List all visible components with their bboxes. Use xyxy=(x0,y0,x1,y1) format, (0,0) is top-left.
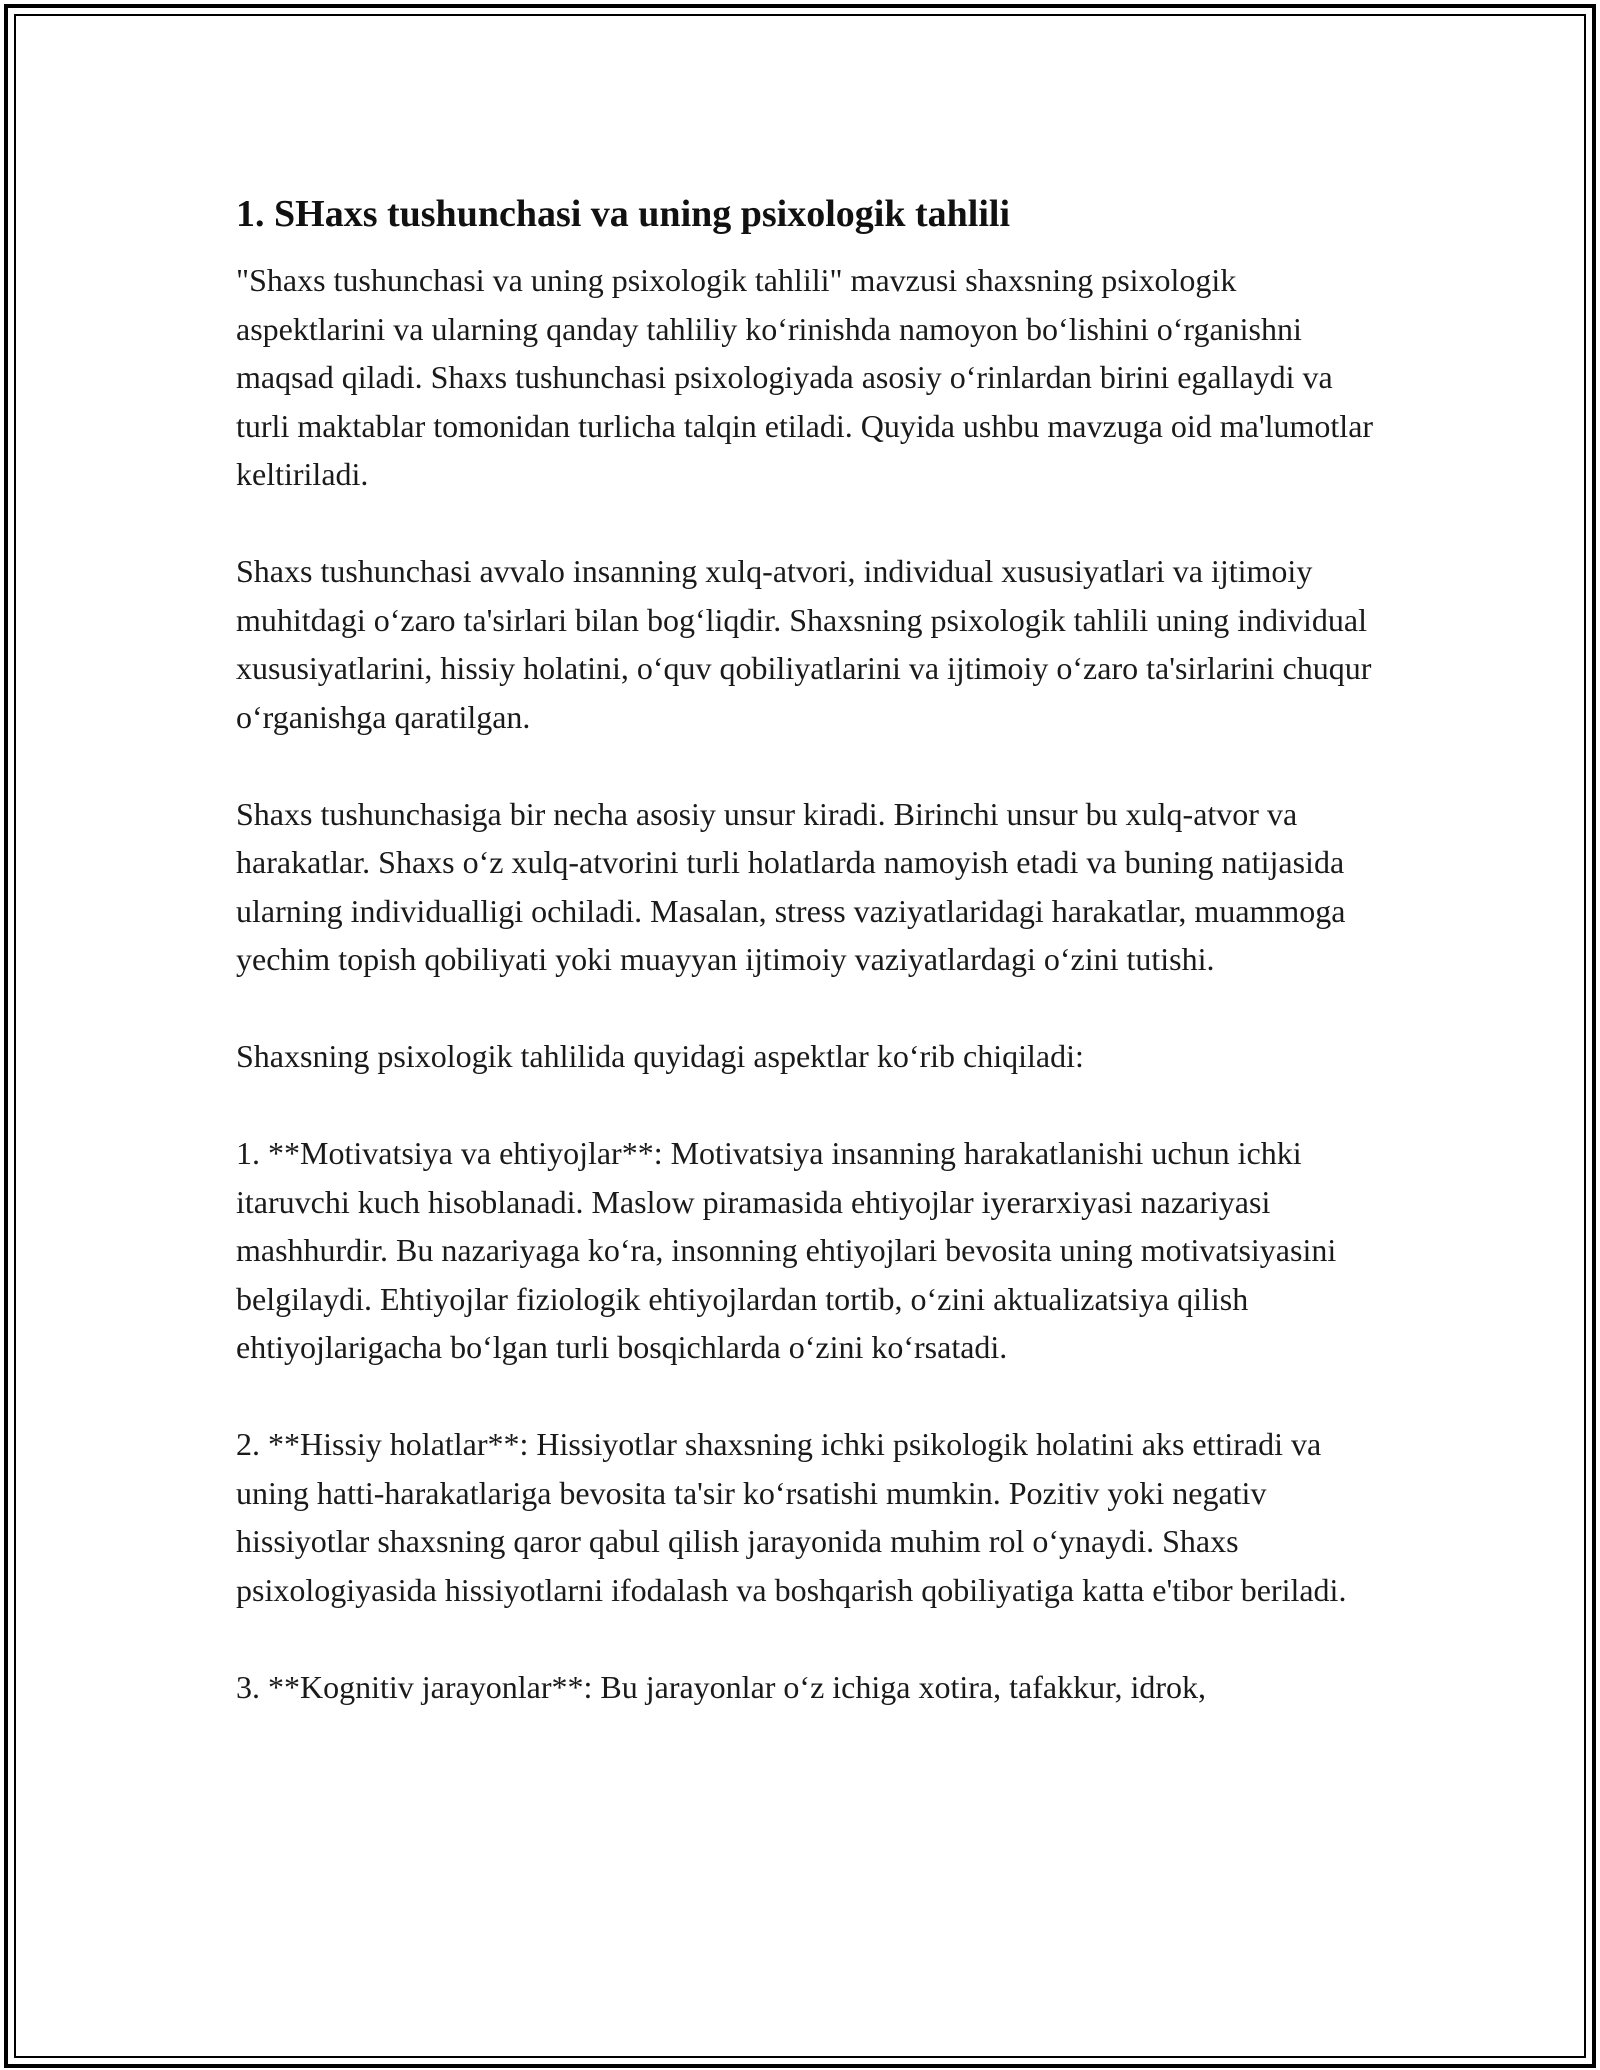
paragraph-intro: "Shaxs tushunchasi va uning psixologik tahlili" mavzusi shaxsning psixologik aspektlarini va ularning qanday tahliliy koʻrinishda namoyon boʻlishini oʻrganishni maqsad qiladi. Shaxs tushunchasi psixologiyada asosiy oʻrinlardan birini egallaydi va turli maktablar tomonidan turlicha talqin etiladi. Quyida ushbu mavzuga oid ma'lumotlar keltiriladi. xyxy=(236,262,1374,492)
list-item-emotions: 2. **Hissiy holatlar**: Hissiyotlar shaxsning ichki psikologik holatini aks ettiradi va uning hatti-harakatlariga bevosita ta'sir koʻrsatishi mumkin. Pozitiv yoki negativ hissiyotlar shaxsning qaror qabul qilish jarayonida muhim rol oʻynaydi. Shaxs psixologiyasida hissiyotlarni ifodalash va boshqarish qobiliyatiga katta e'tibor beriladi. xyxy=(236,1426,1347,1608)
list-item-motivation: 1. **Motivatsiya va ehtiyojlar**: Motivatsiya insanning harakatlanishi uchun ichki itaruvchi kuch hisoblanadi. Maslow piramasida ehtiyojlar iyerarxiyasi nazariyasi mashhurdir. Bu nazariyaga koʻra, insonning ehtiyojlari bevosita uning motivatsiyasini belgilaydi. Ehtiyojlar fiziologik ehtiyojlardan tortib, oʻzini aktualizatsiya qilish ehtiyojlarigacha boʻlgan turli bosqichlarda oʻzini koʻrsatadi. xyxy=(236,1135,1337,1365)
paragraph-aspects-intro: Shaxsning psixologik tahlilida quyidagi aspektlar koʻrib chiqiladi: xyxy=(236,1038,1084,1074)
paragraph-definition: Shaxs tushunchasi avvalo insanning xulq-atvori, individual xususiyatlari va ijtimoiy muhitdagi oʻzaro ta'sirlari bilan bogʻliqdir. Shaxsning psixologik tahlili uning individual xususiyatlarini, hissiy holatini, oʻquv qobiliyatlarini va ijtimoiy oʻzaro ta'sirlarini chuqur oʻrganishga qaratilgan. xyxy=(236,553,1372,735)
section-heading: 1. SHaxs tushunchasi va uning psixologik tahlili xyxy=(236,193,1011,235)
list-item-cognitive: 3. **Kognitiv jarayonlar**: Bu jarayonlar oʻz ichiga xotira, tafakkur, idrok, xyxy=(236,1668,1206,1705)
paragraph-elements: Shaxs tushunchasiga bir necha asosiy unsur kiradi. Birinchi unsur bu xulq-atvor va harakatlar. Shaxs oʻz xulq-atvorini turli holatlarda namoyish etadi va buning natijasida ularning individualligi ochiladi. Masalan, stress vaziyatlaridagi harakatlar, muammoga yechim topish qobiliyati yoki muayyan ijtimoiy vaziyatlardagi oʻzini tutishi. xyxy=(236,795,1346,977)
document-body xyxy=(236,190,1386,1711)
